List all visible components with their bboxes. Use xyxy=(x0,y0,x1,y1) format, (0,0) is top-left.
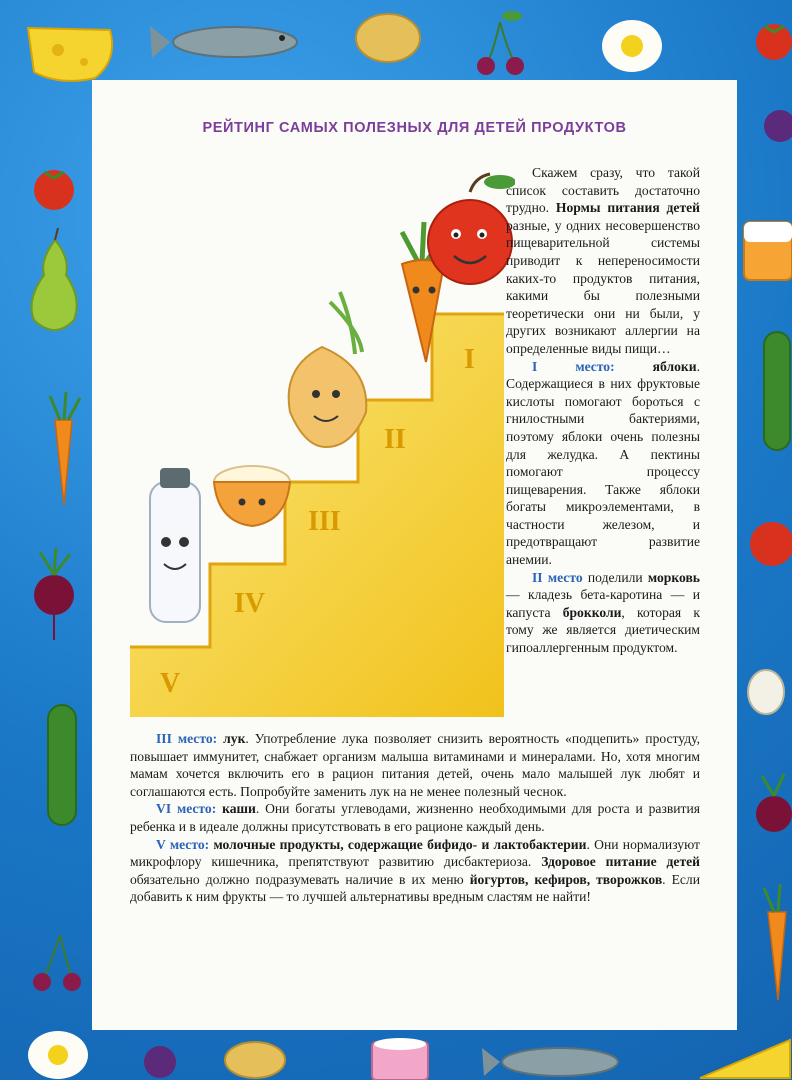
fish-icon xyxy=(482,1048,618,1076)
intro-column xyxy=(506,164,700,657)
carrot-icon xyxy=(764,884,786,1000)
content-page xyxy=(92,80,737,1030)
cheese-icon xyxy=(28,28,112,81)
cucumber-icon xyxy=(48,705,76,825)
porridge-bowl-character xyxy=(214,466,290,526)
stairs-illustration xyxy=(130,172,515,717)
place-3-paragraph: III место: лук. Употребление лука позволяет снизить вероятность «подцепить» простуду, повышает иммунитет, снабжает организм малыша витаминами и минералами. Но, хотя многим мамам хочется включить его в рацион питания детей, очень мало малышей лук любят и соглашаются есть. Попробуйте заменить лук на не менее полезный чеснок. xyxy=(130,731,700,799)
plum-icon xyxy=(144,1046,176,1078)
tomato-icon xyxy=(756,24,792,60)
place-2-paragraph: II место поделили морковь — кладезь бета-каротина — и капуста брокколи, которая к тому же является диетическим гипоаллергенным продуктом. xyxy=(506,569,700,656)
milk-glass-icon xyxy=(744,222,792,280)
step-label-v: V xyxy=(160,668,181,699)
place-1-label: I место: xyxy=(532,358,615,374)
fried-egg-icon xyxy=(602,20,662,72)
place-3-label: III место: xyxy=(156,731,218,746)
tomato-icon xyxy=(750,522,792,566)
onion-character xyxy=(289,292,367,447)
fried-egg-icon xyxy=(28,1031,88,1079)
cherry-icon xyxy=(33,935,81,991)
tomato-icon xyxy=(34,170,74,210)
beet-icon xyxy=(756,774,792,832)
potato-icon xyxy=(225,1042,285,1078)
fish-icon xyxy=(150,26,297,58)
garlic-icon xyxy=(748,670,784,714)
bottom-text xyxy=(130,730,700,906)
cheese-icon xyxy=(700,1040,790,1078)
step-label-iii: III xyxy=(308,506,341,537)
potato-icon xyxy=(356,14,420,62)
plum-icon xyxy=(764,110,792,142)
cherry-icon xyxy=(477,11,524,75)
apple-character xyxy=(428,174,515,284)
step-label-iv: IV xyxy=(234,588,266,619)
place-4-paragraph: VI место: каши. Они богаты углеводами, жизненно необходимыми для роста и развития ребенка и в идеале должны присутствовать в его рационе каждый день. xyxy=(130,801,700,834)
place-5-paragraph: V место: молочные продукты, содержащие бифидо- и лактобактерии. Они нормализуют микрофлору кишечника, препятствуют развитию дисбактериоза. Здоровое питание детей обязательно должно подразумевать наличие в их меню йогуртов, кефиров, творожков. Если добавить к ним фрукты — то лучшей альтернативы вредным сластям не найти! xyxy=(130,836,700,905)
milk-bottle-character xyxy=(150,468,200,622)
intro-paragraph: Скажем сразу, что такой список составить достаточно трудно. Нормы питания детей разные, у одних несовершенство пищеварительной системы приводит к непереносимости каких-то продуктов питания, какими бы полезными теоретически они ни были, у других возникают аллергии на определенные виды пищи… xyxy=(506,165,700,356)
step-label-ii: II xyxy=(384,424,406,455)
milk-cup-icon xyxy=(372,1038,428,1080)
place-4-label: VI место: xyxy=(156,801,217,817)
cucumber-icon xyxy=(764,332,790,450)
place-1-paragraph: I место: яблоки. Содержащиеся в них фруктовые кислоты помогают бороться с гнилостными бактериями, поэтому яблоки очень полезны для желудка. А пектины помогают процессу пищеварения. Также яблоки богаты микроэлементами, в частности железом, и предотвращают развитие анемии. xyxy=(506,358,700,568)
beet-icon xyxy=(34,548,74,640)
place-5-label: V место: xyxy=(156,836,210,852)
place-2-label: II место xyxy=(532,569,583,585)
carrot-icon xyxy=(50,392,80,505)
page-title: РЕЙТИНГ САМЫХ ПОЛЕЗНЫХ ДЛЯ ДЕТЕЙ ПРОДУКТОВ xyxy=(202,120,627,136)
step-label-i: I xyxy=(464,344,475,375)
pear-icon xyxy=(32,228,77,330)
